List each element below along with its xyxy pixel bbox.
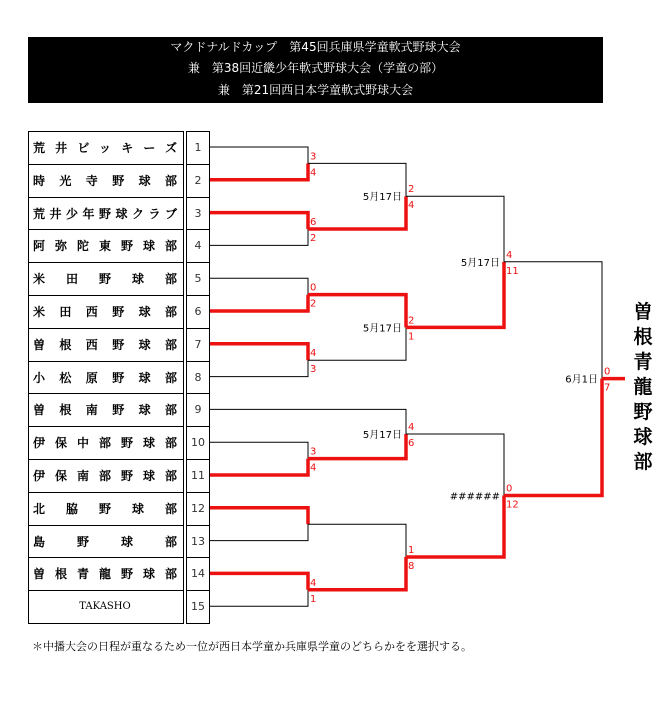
score-label: 1 [310,593,317,605]
match-date: 5月17日 [362,430,402,441]
score-label: 4 [506,249,513,261]
bracket-line [210,524,308,540]
bracket-line [308,557,406,590]
score-label: 6 [408,438,415,449]
score-label: 4 [310,167,317,179]
match-date: 5月17日 [362,192,402,204]
team-name: 伊保南部野球部 [28,459,184,493]
score-label: 6 [310,217,317,228]
score-label: 11 [506,265,519,277]
score-label: 0 [604,366,611,378]
bracket-line [210,573,308,589]
seed-number: 9 [186,393,210,427]
score-label: 4 [408,200,415,212]
bracket-line [210,344,308,360]
team-name: 米田野球部 [28,262,184,296]
bracket-line [504,379,602,496]
team-name: TAKASHO [28,590,184,624]
team-name: 曽根青龍野球部 [28,557,184,591]
score-label: 2 [310,298,317,310]
banner-subtitle-2: 兼 第21回西日本学童軟式野球大会 [217,83,414,97]
seed-number: 10 [186,426,210,460]
team-name: 小松原野球部 [28,361,184,395]
score-label: 4 [310,348,317,360]
bracket-line [406,196,504,262]
seed-number: 15 [186,590,210,624]
seed-number: 1 [186,131,210,165]
score-label: 4 [408,422,415,433]
bracket-line [308,524,406,557]
score-label: 7 [604,382,611,394]
team-name: 島野球部 [28,525,184,559]
team-name: 米田西野球部 [28,295,184,329]
score-label: 0 [506,483,513,495]
team-name: 伊保中部野球部 [28,426,184,460]
seed-number: 8 [186,361,210,395]
champion-char: 根 [633,326,653,348]
champion-char: 龍 [633,376,653,398]
score-label: 8 [408,561,415,572]
footnote: ＊中播大会の日程が重なるため一位が西日本学童か兵庫県学童のどちらかをを選択する。 [32,640,472,653]
score-label: 3 [310,364,317,376]
champion-char: 野 [633,401,653,423]
team-name: 荒井少年野球クラブ [28,197,184,231]
match-date: ###### [449,491,500,503]
score-label: 2 [408,315,415,327]
banner-title: マクドナルドカップ 第45回兵庫県学童軟式野球大会 [170,40,461,54]
score-label: 3 [310,446,317,458]
team-name: 荒井ビッキーズ [28,131,184,165]
bracket-line [504,262,602,379]
seed-number: 4 [186,229,210,263]
bracket-line [406,496,504,558]
bracket-line [210,442,308,458]
seed-number: 2 [186,164,210,198]
team-name: 時光寺野球部 [28,164,184,198]
bracket-line [406,262,504,328]
bracket-line [210,590,308,606]
score-label: 3 [310,151,317,163]
bracket-line [210,163,308,179]
team-name: 北脇野球部 [28,492,184,526]
seed-number: 5 [186,262,210,296]
match-date: 5月17日 [362,323,402,335]
bracket-line [406,434,504,496]
bracket-line [210,278,308,294]
team-name: 曽根南野球部 [28,393,184,427]
match-date: 6月1日 [565,374,598,386]
seed-number: 11 [186,459,210,493]
champion-name [628,300,658,475]
seed-number: 13 [186,525,210,559]
seed-number: 14 [186,557,210,591]
seed-number: 3 [186,197,210,231]
seed-number: 12 [186,492,210,526]
team-name: 阿弥陀東野球部 [28,229,184,263]
champion-char: 球 [633,426,653,448]
bracket-line [210,295,308,311]
score-label: 4 [310,577,317,589]
match-date: 5月17日 [460,257,500,269]
bracket-line [210,360,308,376]
score-label: 2 [408,184,415,196]
bracket-line [210,459,308,475]
score-label: 12 [506,499,519,511]
banner-subtitle-1: 兼 第38回近畿少年軟式野球大会（学童の部） [187,61,444,75]
bracket-line [210,213,308,229]
score-label: 4 [310,462,317,474]
champion-char: 青 [633,351,653,373]
team-name: 曽根西野球部 [28,328,184,362]
score-label: 0 [310,282,317,294]
seed-number: 7 [186,328,210,362]
score-label: 1 [408,545,415,556]
champion-char: 曽 [633,301,653,323]
score-label: 1 [408,331,415,343]
bracket-line [210,147,308,163]
seed-number: 6 [186,295,210,329]
bracket-line [210,508,308,524]
bracket-line [210,229,308,245]
score-label: 2 [310,233,317,244]
champion-char: 部 [633,451,653,473]
